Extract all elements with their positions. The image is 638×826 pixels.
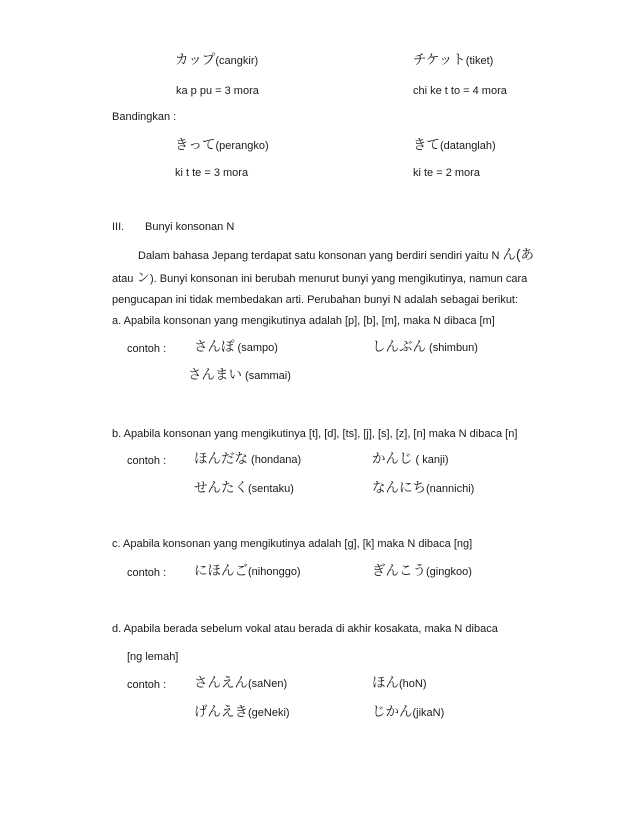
example-datanglah bbox=[413, 138, 496, 153]
rule-d-heading: d. Apabila berada sebelum vokal atau berada di akhir kosakata, maka N dibaca bbox=[112, 623, 498, 635]
gloss-text: ( kanji) bbox=[412, 454, 449, 466]
kana-text: きて bbox=[413, 137, 440, 152]
gloss-text: (sammai) bbox=[242, 370, 291, 382]
paragraph-line: pengucapan ini tidak membedakan arti. Perubahan bunyi N adalah sebagai berikut: bbox=[112, 294, 519, 306]
contoh-label: contoh : bbox=[127, 455, 167, 467]
kana-text: きって bbox=[175, 137, 216, 152]
gloss-text: (nannichi) bbox=[426, 483, 475, 495]
example-tiket bbox=[413, 53, 493, 68]
contoh-label: contoh : bbox=[127, 679, 167, 691]
example-hondana bbox=[194, 452, 301, 467]
mora-count-datanglah: ki te = 2 mora bbox=[413, 167, 480, 179]
kana-text: かんじ bbox=[372, 451, 413, 466]
kana-text: ほんだな bbox=[194, 451, 248, 466]
gloss-text: (sentaku) bbox=[248, 483, 294, 495]
example-perangko bbox=[175, 138, 269, 153]
kana-text: しんぶん bbox=[372, 339, 426, 354]
example-hon bbox=[372, 676, 427, 691]
mora-count-perangko: ki t te = 3 mora bbox=[175, 167, 249, 179]
paragraph-line: Dalam bahasa Jepang terdapat satu konsonan yang berdiri sendiri yaitu N ん(あ bbox=[138, 247, 534, 262]
kana-text: じかん bbox=[372, 704, 413, 719]
section-title: Bunyi konsonan N bbox=[145, 221, 235, 233]
kana-text: カップ bbox=[175, 52, 216, 67]
kana-text: ぎんこう bbox=[372, 563, 426, 578]
kana-text: チケット bbox=[413, 52, 466, 67]
example-sammai bbox=[188, 368, 291, 383]
example-geneki bbox=[194, 705, 290, 720]
gloss-text: (gingkoo) bbox=[426, 566, 472, 578]
gloss-text: (cangkir) bbox=[215, 55, 259, 67]
rule-d-subline: [ng lemah] bbox=[127, 651, 179, 663]
kana-text: さんまい bbox=[188, 367, 242, 382]
kana-text: さんえん bbox=[194, 675, 248, 690]
mora-count-cangkir: ka p pu = 3 mora bbox=[176, 85, 259, 97]
example-gingkoo bbox=[372, 564, 472, 579]
contoh-label: contoh : bbox=[127, 567, 167, 579]
example-nihonggo bbox=[194, 564, 301, 579]
gloss-text: (hoN) bbox=[399, 678, 427, 690]
gloss-text: (sampo) bbox=[234, 342, 278, 354]
example-cangkir bbox=[175, 53, 258, 68]
bandingkan-label: Bandingkan : bbox=[112, 111, 177, 123]
example-sanen bbox=[194, 676, 287, 691]
kana-text: なんにち bbox=[372, 480, 426, 495]
example-sentaku bbox=[194, 481, 294, 496]
gloss-text: (hondana) bbox=[248, 454, 302, 466]
gloss-text: (tiket) bbox=[465, 55, 494, 67]
intro-paragraph bbox=[112, 244, 548, 311]
mora-count-tiket: chi ke t to = 4 mora bbox=[413, 85, 507, 97]
gloss-text: (geNeki) bbox=[248, 707, 290, 719]
example-kanji bbox=[372, 452, 449, 467]
gloss-text: (jikaN) bbox=[412, 707, 445, 719]
paragraph-line: atau ン). Bunyi konsonan ini berubah menurut bunyi yang mengikutinya, namun cara bbox=[112, 270, 528, 285]
rule-c-heading: c. Apabila konsonan yang mengikutinya adalah [g], [k] maka N dibaca [ng] bbox=[112, 538, 473, 550]
example-jikan bbox=[372, 705, 444, 720]
rule-b-heading: b. Apabila konsonan yang mengikutinya [t], [d], [ts], [j], [s], [z], [n] maka N dibaca [n] bbox=[112, 428, 518, 440]
gloss-text: (nihonggo) bbox=[248, 566, 301, 578]
gloss-text: (perangko) bbox=[215, 140, 269, 152]
example-sampo bbox=[194, 340, 278, 355]
example-shimbun bbox=[372, 340, 478, 355]
section-number: III. bbox=[112, 221, 125, 233]
kana-text: ほん bbox=[372, 675, 399, 690]
example-nannichi bbox=[372, 481, 474, 496]
gloss-text: (datanglah) bbox=[440, 140, 496, 152]
kana-text: さんぽ bbox=[194, 339, 235, 354]
kana-text: げんえき bbox=[194, 704, 248, 719]
rule-a-heading: a. Apabila konsonan yang mengikutinya adalah [p], [b], [m], maka N dibaca [m] bbox=[112, 315, 495, 327]
kana-text: にほんご bbox=[194, 563, 248, 578]
gloss-text: (shimbun) bbox=[426, 342, 478, 354]
kana-text: せんたく bbox=[194, 480, 248, 495]
contoh-label: contoh : bbox=[127, 343, 167, 355]
gloss-text: (saNen) bbox=[248, 678, 288, 690]
